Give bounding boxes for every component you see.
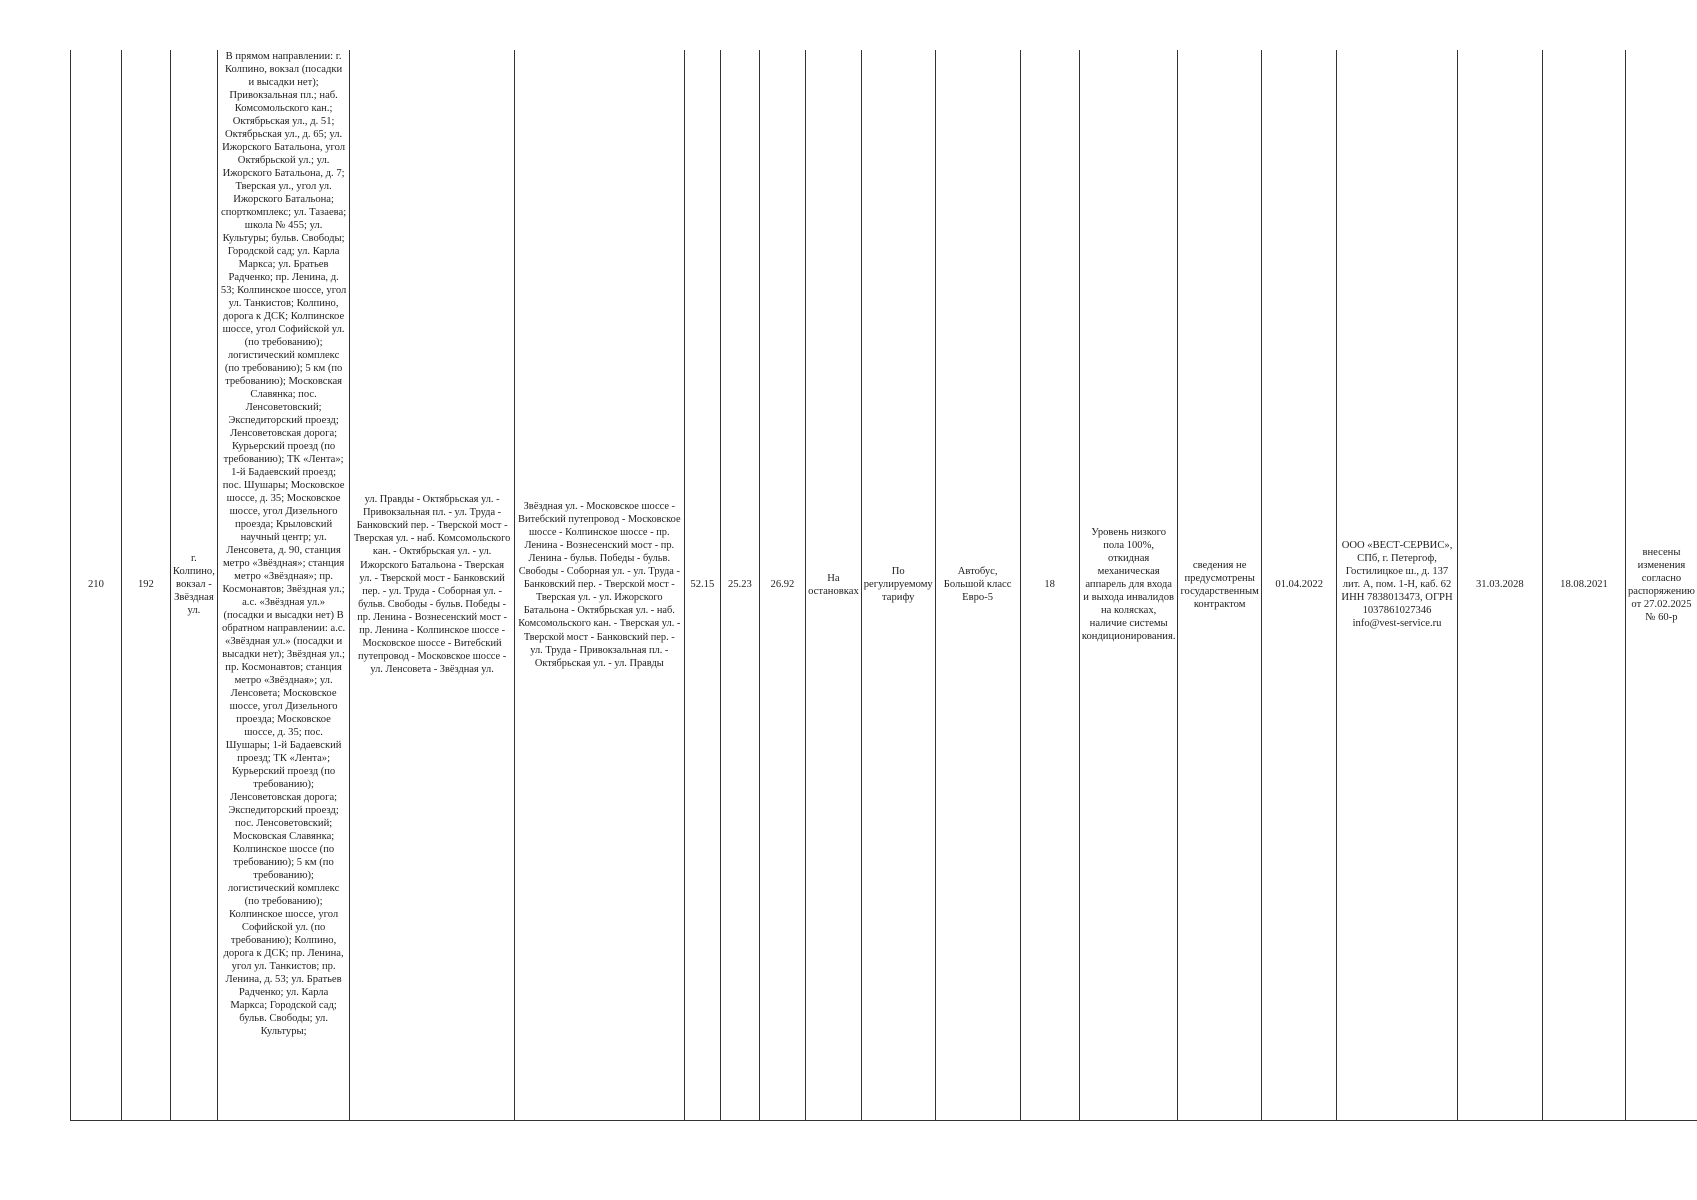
length-total-cell: 26.92 — [759, 50, 805, 1120]
vehicle-cell: Автобус, Большой класс Евро-5 — [935, 50, 1020, 1120]
vehicle-count-cell: 18 — [1020, 50, 1079, 1120]
streets-forward-cell: ул. Правды - Октябрьская ул. - Привокзальная пл. - ул. Труда - Банковский пер. - Тверской мост - Тверская ул. - наб. Комсомольского кан. - Октябрьская ул. - ул. Ижорского Батальона - Тверская ул. - Тверской мост - Банковский пер. - ул. Труда - Соборная ул. - бульв. Свободы - бульв. Победы - пр. Ленина - Вознесенский мост - пр. Ленина - Колпинское шоссе - Московское шоссе - Витебский путепровод - Московское шоссе - ул. Ленсовета - Звёздная ул. — [350, 50, 515, 1120]
start-date-cell: 01.04.2022 — [1261, 50, 1337, 1120]
tariff-cell: По регулируемому тарифу — [861, 50, 935, 1120]
registration-date-cell: 18.08.2021 — [1543, 50, 1626, 1120]
characteristics-cell: Уровень низкого пола 100%, откидная механическая аппарель для входа и выхода инвалидов на колясках, наличие системы кондиционирования. — [1079, 50, 1178, 1120]
route-name-cell: г. Колпино, вокзал - Звёздная ул. — [170, 50, 217, 1120]
notes-cell: внесены изменения согласно распоряжению от 27.02.2025 № 60-р — [1625, 50, 1697, 1120]
length-backward-cell: 25.23 — [720, 50, 759, 1120]
length-forward-cell: 52.15 — [684, 50, 720, 1120]
contract-info-cell: сведения не предусмотрены государственным контрактом — [1178, 50, 1261, 1120]
route-number-cell: 192 — [121, 50, 170, 1120]
intermediate-stops-cell: В прямом направлении: г. Колпино, вокзал (посадки и высадки нет); Привокзальная пл.; наб. Комсомольского кан.; Октябрьская ул., д. 51; Октябрьская ул., д. 65; ул. Ижорского Батальона, угол Октябрьской ул.; ул. Ижорского Батальона, д. 7; Тверская ул., угол ул. Ижорского Батальона; спорткомплекс; ул. Тазаева; школа № 455; ул. Культуры; бульв. Свободы; Городской сад; ул. Карла Маркса; ул. Братьев Радченко; пр. Ленина, д. 53; Колпинское шоссе, угол ул. Танкистов; Колпино, дорога к ДСК; Колпинское шоссе, угол Софийской ул. (по требованию); логистический комплекс (по требованию); 5 км (по требованию); Московская Славянка; пос. Ленсоветовский; Экспедиторский проезд; Ленсоветовская дорога; Курьерский проезд (по требованию); ТК «Лента»; 1-й Бадаевский проезд; пос. Шушары; Московское шоссе, д. 35; Московское шоссе, угол Дизельного проезда; Крыловский научный центр; ул. Ленсовета, д. 90, станция метро «Звёздная»; станция метро «Звёздная»; пр. Космонавтов; Звёздная ул.; а.с. «Звёздная ул.» (посадки и высадки нет) В обратном направлении: а.с. «Звёздная ул.» (посадки и высадки нет); Звёздная ул.; пр. Космонавтов; станция метро «Звёздная»; ул. Ленсовета; Московское шоссе, угол Дизельного проезда; Московское шоссе, д. 35; пос. Шушары; 1-й Бадаевский проезд; ТК «Лента»; Курьерский проезд (по требованию); Ленсоветовская дорога; Экспедиторский проезд; пос. Ленсоветовский; Московская Славянка; Колпинское шоссе (по требованию); 5 км (по требованию); логистический комплекс (по требованию); Колпинское шоссе, угол Софийской ул. (по требованию); Колпино, дорога к ДСК; пр. Ленина, угол ул. Танкистов; пр. Ленина, д. 53; ул. Братьев Радченко; ул. Карла Маркса; Городской сад; бульв. Свободы; ул. Культуры; — [217, 50, 349, 1120]
route-registry-table — [70, 50, 1697, 1121]
carrier-cell: ООО «ВЕСТ-СЕРВИС», СПб, г. Петергоф, Гостилицкое ш., д. 137 лит. А, пом. 1-Н, каб. 62 ИНН 7838013473, ОГРН 1037861027346 info@vest-service.ru — [1337, 50, 1457, 1120]
stop-order-cell: На остановках — [806, 50, 862, 1120]
streets-backward-cell: Звёздная ул. - Московское шоссе - Витебский путепровод - Московское шоссе - Колпинское шоссе - пр. Ленина - Вознесенский мост - пр. Ленина - бульв. Победы - бульв. Свободы - Соборная ул. - ул. Труда - Банковский пер. - Тверской мост - Тверская ул. - ул. Ижорского Батальона - Октябрьская ул. - наб. Комсомольского кан. - Тверская ул. - Тверской мост - Банковский пер. - ул. Труда - Привокзальная пл. - Октябрьская ул. - ул. Правды — [514, 50, 684, 1120]
end-date-cell: 31.03.2028 — [1457, 50, 1543, 1120]
registry-number-cell: 210 — [71, 50, 122, 1120]
table-row — [71, 50, 1697, 1120]
